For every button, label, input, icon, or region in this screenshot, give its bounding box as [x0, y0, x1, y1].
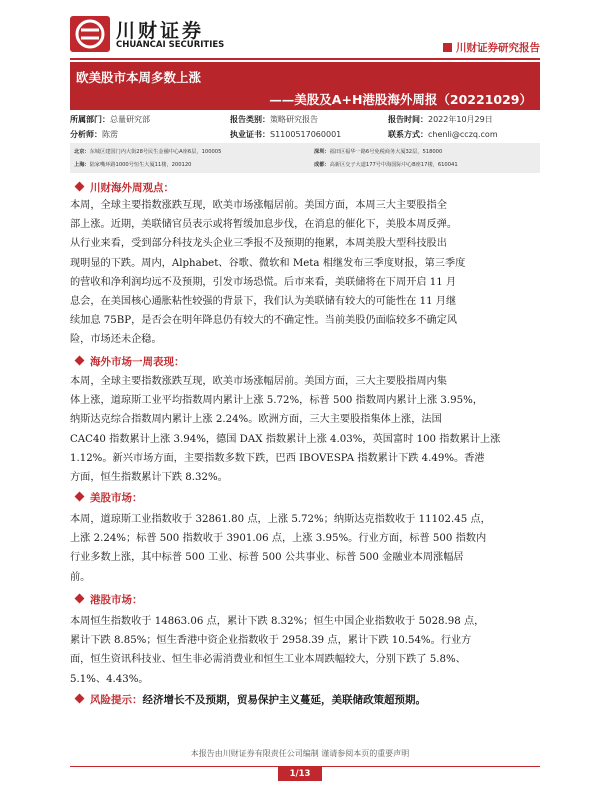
- report-tag: [443, 40, 540, 55]
- red-diamond-icon: [75, 356, 85, 366]
- tag-square-icon: [443, 43, 452, 52]
- text-line: CAC40 指数累计上涨 3.94%，德国 DAX 指数累计上涨 4.03%，英国富时 100 指数累计上涨: [70, 433, 501, 445]
- meta-dept: 所属部门：总量研究部: [70, 115, 150, 124]
- red-diamond-icon: [75, 492, 85, 502]
- text-line: 面，恒生资讯科技业、恒生非必需消费业和恒生工业本周跌幅较大，分别下跌了 5.8%、: [70, 654, 466, 666]
- logo-english-name: CHUANCAI SECURITIES: [116, 40, 225, 50]
- page-number: 1/13: [278, 767, 322, 781]
- logo-chinese-name: 川财证券: [116, 20, 205, 42]
- address-chengdu: 成都：高新区交子大道177号中海国际中心B座17楼，610041: [314, 162, 458, 168]
- meta-type: 报告类别：策略研究报告: [230, 115, 318, 124]
- text-line: 1.12%。新兴市场方面，主要指数多数下跌，巴西 IBOVESPA 指数累计下跌 4.49%。香港: [70, 452, 485, 464]
- text-line: 累计下跌 8.85%；恒生香港中资企业指数收于 2958.39 点，累计下跌 10.54%。行业方: [70, 635, 472, 647]
- section-title-us-market: 美股市场：: [76, 490, 143, 505]
- text-line: 行业多数上涨，其中标普 500 工业、标普 500 公共事业、标普 500 金融业本周涨幅居: [70, 552, 464, 564]
- section-body-weekly-view: [70, 196, 542, 350]
- text-line: 前。: [70, 571, 91, 583]
- text-line: 纳斯达克综合指数周内累计上涨 2.24%。欧洲方面，三大主要股指集体上涨，法国: [70, 414, 442, 426]
- red-diamond-icon: [75, 694, 85, 704]
- text-line: 部上涨。近期，美联储官员表示或将暂缓加息步伐，在消息的催化下，美股本周反弹。: [70, 219, 458, 231]
- text-line: 现明显的下跌。周内，Alphabet、谷歌、微软和 Meta 相继发布三季度财报，第三季度: [70, 257, 466, 269]
- red-diamond-icon: [75, 594, 85, 604]
- section-title-hk-market: 港股市场：: [76, 592, 143, 607]
- text-line: 5.1%、4.43%。: [70, 673, 149, 685]
- risk-text: 经济增长不及预期，贸易保护主义蔓延，美联储政策超预期。: [142, 694, 426, 706]
- page-header: [70, 14, 540, 56]
- footer-disclaimer: 本报告由川财证券有限责任公司编制 谨请参阅本页的重要声明: [190, 749, 410, 758]
- text-line: 险，市场还未企稳。: [70, 334, 162, 346]
- section-body-us-market: [70, 510, 542, 587]
- text-line: 的营收和净利润均远不及预期，引发市场恐慌。后市来看，美联储将在下周开启 11 月: [70, 276, 457, 288]
- address-block: [70, 143, 540, 173]
- report-title: 欧美股市本周多数上涨: [76, 70, 202, 85]
- report-subtitle: ——美股及A+H港股海外周报（20221029）: [269, 92, 532, 107]
- address-shanghai: 上海：陆家嘴环路1000号恒生大厦11楼，200120: [74, 162, 192, 168]
- report-tag-text: 川财证券研究报告: [456, 42, 540, 54]
- text-line: 方面，恒生指数累计下跌 8.32%。: [70, 472, 228, 484]
- chuancai-logo: [70, 16, 110, 52]
- text-line: 从行业来看，受到部分科技龙头企业三季报不及预期的拖累，本周美股大型科技股出: [70, 238, 447, 250]
- text-line: 息会，在美国核心通胀粘性较强的背景下，我们认为美联储有较大的可能性在 11 月继: [70, 296, 457, 308]
- address-shenzhen: 深圳：福田区福华一路6号免税商务大厦32层，518000: [314, 149, 443, 155]
- meta-time: 报告时间：2022年10月29日: [388, 115, 493, 124]
- meta-analyst: 分析师：陈雳: [70, 130, 118, 139]
- text-line: 续加息 75BP，是否会在明年降息仍有较大的不确定性。当前美股仍面临较多不确定风: [70, 315, 458, 327]
- section-body-hk-market: [70, 612, 542, 689]
- text-line: 本周恒生指数收于 14863.06 点，累计下跌 8.32%；恒生中国企业指数收于 5028.98 点，: [70, 616, 485, 627]
- text-line: 本周，全球主要指数涨跌互现，欧美市场涨幅居前。美国方面，三大主要股指周内集: [70, 376, 447, 387]
- risk-warning: [76, 692, 426, 707]
- text-line: 体上涨，道琼斯工业平均指数周内累计上涨 5.72%，标普 500 指数周内累计上涨 3.95%，: [70, 395, 483, 407]
- section-title-weekly-view: 川财海外周观点：: [76, 180, 174, 195]
- text-line: 本周，全球主要指数涨跌互现，欧美市场涨幅居前。美国方面，本周三大主要股指全: [70, 200, 447, 211]
- meta-contact: 联系方式：chenli@cczq.com: [388, 130, 498, 139]
- title-band: [70, 62, 540, 110]
- header-divider: [70, 58, 540, 60]
- meta-row-1: [70, 112, 540, 127]
- text-line: 本周，道琼斯工业指数收于 32861.80 点，上涨 5.72%；纳斯达克指数收于 11102.45 点，: [70, 514, 491, 525]
- red-diamond-icon: [75, 182, 85, 192]
- risk-label: 风险提示：: [90, 694, 143, 706]
- section-title-overseas-market: 海外市场一周表现：: [76, 354, 185, 369]
- address-beijing: 北京：东城区建国门内大街28号民生金融中心A座6层，100005: [74, 149, 222, 155]
- text-line: 上涨 2.24%；标普 500 指数收于 3901.06 点，上涨 3.95%。行业方面，标普 500 指数内: [70, 533, 487, 545]
- report-meta: [70, 112, 540, 142]
- section-body-overseas-market: [70, 372, 542, 487]
- meta-license: 执业证书：S1100517060001: [230, 130, 342, 139]
- meta-row-2: [70, 127, 540, 142]
